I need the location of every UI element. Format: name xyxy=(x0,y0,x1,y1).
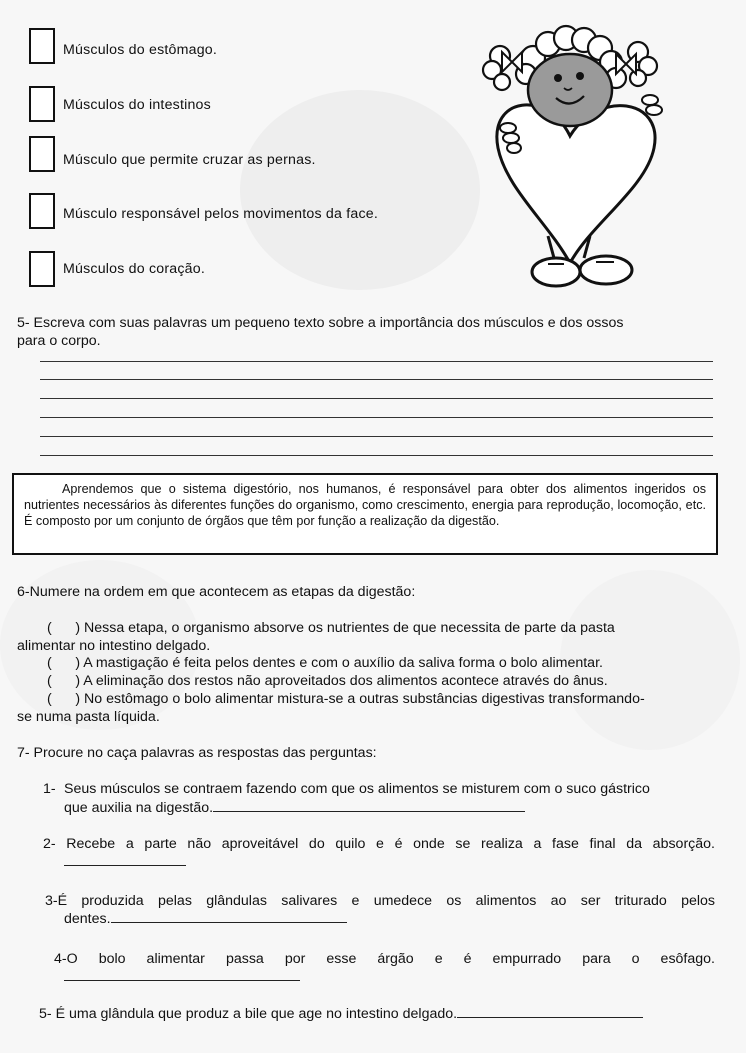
quiz-item-cont xyxy=(64,799,525,817)
quiz-item xyxy=(54,950,715,968)
checklist-label: Músculos do coração. xyxy=(63,261,206,277)
question-5-text: para o corpo. xyxy=(17,333,101,349)
digestion-step xyxy=(17,690,717,708)
digestion-step xyxy=(17,619,677,637)
answer-blank[interactable] xyxy=(111,910,347,923)
item-text: Seus músculos se contraem fazendo com que os alimentos se misturem com o suco gástrico xyxy=(64,781,650,797)
order-paren[interactable]: ( ) xyxy=(46,673,81,689)
answer-blank[interactable] xyxy=(64,853,186,866)
checkbox[interactable] xyxy=(29,251,55,287)
item-text: O bolo alimentar passa por esse árgão e é empurrado para o esôfago. xyxy=(66,951,715,967)
checklist-label: Músculo que permite cruzar as pernas. xyxy=(63,152,316,168)
step-text: A eliminação dos restos não aproveitados dos alimentos acontece através do ânus. xyxy=(83,673,608,689)
answer-line[interactable] xyxy=(40,455,713,456)
item-number: 3- xyxy=(45,893,58,909)
checkbox[interactable] xyxy=(29,28,55,64)
checkbox[interactable] xyxy=(29,86,55,122)
item-text: É produzida pelas glândulas salivares e umedece os alimentos ao ser triturado pelos xyxy=(57,893,715,909)
info-box-text: Aprendemos que o sistema digestório, nos humanos, é responsável para obter dos alimentos ingeridos os nutrientes necessários às diferentes funções do organismo, como crescimento, energia para reprodução, locomoção, etc. É composto por um conjunto de órgãos que têm por função a realização da digestão. xyxy=(24,482,706,528)
watermark-shape xyxy=(240,90,480,290)
quiz-item-cont xyxy=(64,968,300,986)
step-text: A mastigação é feita pelos dentes e com o auxílio da saliva forma o bolo alimentar. xyxy=(83,655,603,671)
checkbox[interactable] xyxy=(29,193,55,229)
step-text: Nessa etapa, o organismo absorve os nutrientes de que necessita de parte da pasta xyxy=(84,620,615,636)
step-text: No estômago o bolo alimentar mistura-se a outras substâncias digestivas transformando- xyxy=(84,691,645,707)
question-5-text: 5- Escreva com suas palavras um pequeno texto sobre a importância dos músculos e dos ossos xyxy=(17,315,624,331)
digestion-step-cont: alimentar no intestino delgado. xyxy=(17,638,211,654)
item-text: É uma glândula que produz a bile que age no intestino delgado. xyxy=(55,1006,458,1022)
order-paren[interactable]: ( ) xyxy=(46,620,81,636)
answer-line[interactable] xyxy=(40,436,713,437)
checkbox[interactable] xyxy=(29,136,55,172)
item-number: 5- xyxy=(39,1006,52,1022)
quiz-item xyxy=(39,1005,699,1023)
girl-holding-heart-illustration xyxy=(478,18,668,300)
digestion-step xyxy=(17,654,717,672)
item-text: que auxilia na digestão. xyxy=(64,800,214,816)
answer-line[interactable] xyxy=(40,398,713,399)
checklist-label: Músculos do intestinos xyxy=(63,97,211,113)
question-6-title: 6-Numere na ordem em que acontecem as etapas da digestão: xyxy=(17,584,416,600)
item-number: 2- xyxy=(43,836,56,852)
answer-blank[interactable] xyxy=(457,1005,643,1018)
quiz-item xyxy=(43,780,718,798)
item-number: 1- xyxy=(43,781,56,797)
checklist-label: Músculo responsável pelos movimentos da face. xyxy=(63,206,378,222)
item-text: Recebe a parte não aproveitável do quilo e é onde se realiza a fase final da absorção. xyxy=(66,836,715,852)
quiz-item xyxy=(43,835,715,853)
info-box xyxy=(12,473,718,555)
quiz-item xyxy=(45,892,715,910)
answer-blank[interactable] xyxy=(64,968,300,981)
item-text: dentes. xyxy=(64,911,111,927)
quiz-item-cont xyxy=(64,853,186,871)
item-number: 4- xyxy=(54,951,67,967)
question-7-title: 7- Procure no caça palavras as respostas das perguntas: xyxy=(17,745,377,761)
answer-line[interactable] xyxy=(40,379,713,380)
order-paren[interactable]: ( ) xyxy=(46,691,81,707)
answer-line[interactable] xyxy=(40,361,713,362)
digestion-step xyxy=(17,672,717,690)
answer-blank[interactable] xyxy=(213,799,525,812)
digestion-step-cont: se numa pasta líquida. xyxy=(17,709,160,725)
answer-line[interactable] xyxy=(40,417,713,418)
order-paren[interactable]: ( ) xyxy=(46,655,81,671)
quiz-item-cont xyxy=(64,910,347,928)
checklist-label: Músculos do estômago. xyxy=(63,42,218,58)
